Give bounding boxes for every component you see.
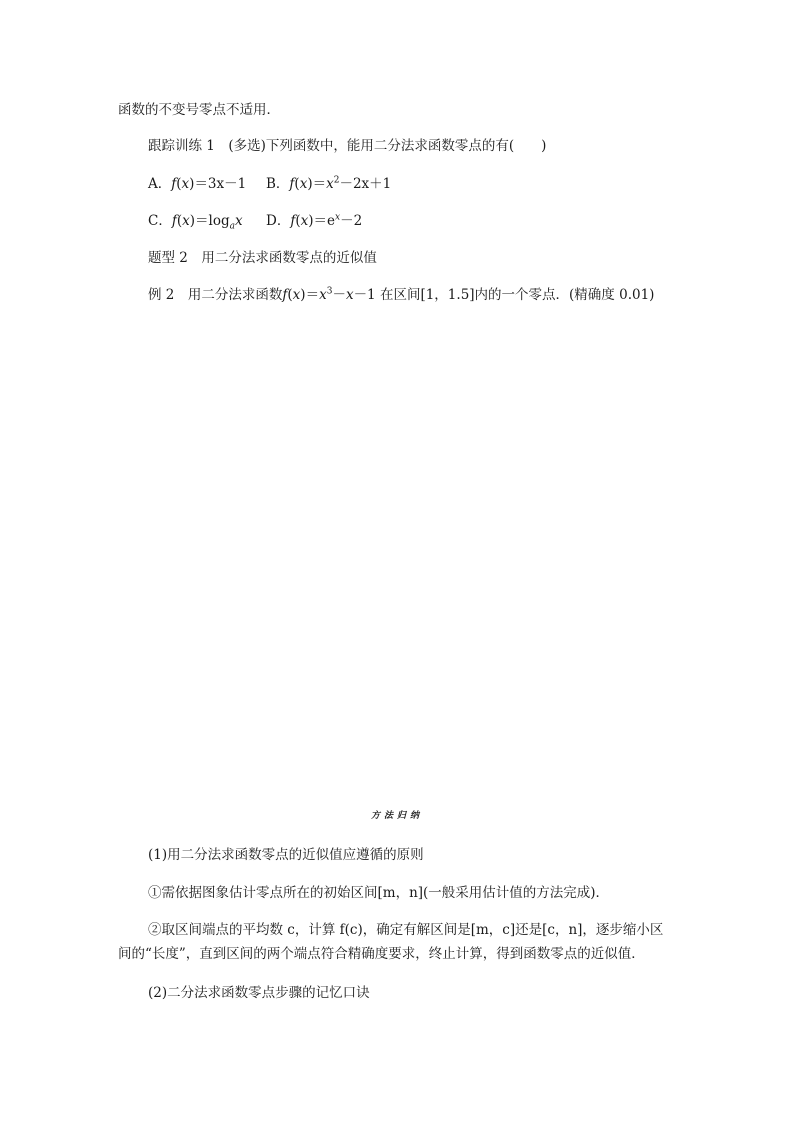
option-d: D．$f(x)=e^x-2$ [266,212,363,229]
option-a: A．f(x)＝3x－1 [148,176,247,192]
option-c: C．$f(x)=\log_ax$ [148,213,243,232]
options-row-ab [148,174,391,194]
option-b: B．$f(x)=x^2-2x+1$ [266,175,392,192]
example-question: 例 2 用二分法求函数$f(x)=x^3-x-1$ 在区间[1，1.5]内的一个零点．(精确度 0.01) [148,286,655,303]
method-summary-title: 方法归纳 [370,811,423,821]
text-line-1: 函数的不变号零点不适用． [118,102,280,118]
section-heading: 题型 2 用二分法求函数零点的近似值 [148,250,377,266]
method-point-1: (1)用二分法求函数零点的近似值应遵循的原则 [148,847,424,863]
method-point-1b: ②取区间端点的平均数 c，计算 f(c)，确定有解区间是[m，c]还是[c，n]，逐步缩小区间的“长度”，直到区间的两个端点符合精确度要求，终止计算，得到函数零点的近似值． [118,922,664,962]
method-point-2: (2)二分法求函数零点步骤的记忆口诀 [148,985,370,1001]
method-point-1a: ①需依据图象估计零点所在的初始区间[m，n](一般采用估计值的方法完成)． [148,885,610,901]
practice-question: 跟踪训练 1 (多选)下列函数中，能用二分法求函数零点的有( ) [148,138,547,154]
options-row-cd [148,211,362,231]
